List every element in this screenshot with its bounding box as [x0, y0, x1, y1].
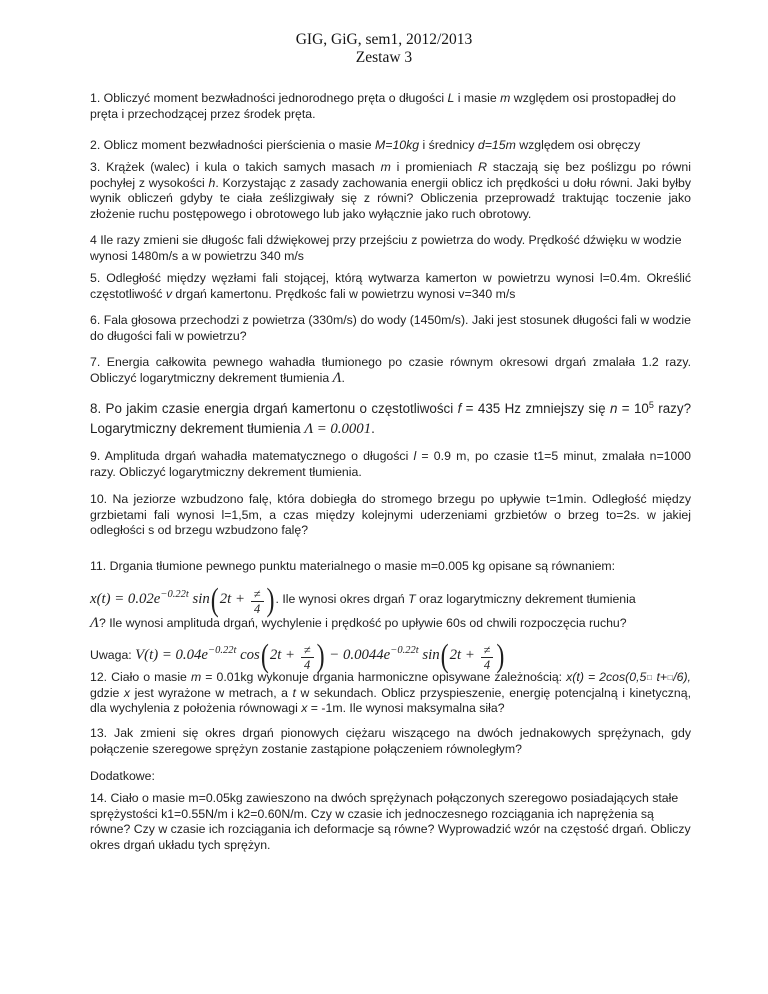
text-run: = 435 Hz zmniejszy się [461, 401, 610, 416]
text-run: i średnicy [419, 138, 478, 152]
text-run: −0.22t [390, 645, 419, 656]
text-run: 2t + [269, 647, 299, 663]
text-run: razy? Logarytmiczny dekrement tłumienia [90, 401, 692, 436]
problem-5 [90, 271, 691, 302]
text-run: gdzie [90, 685, 124, 700]
text-run: oraz logarytmiczny dekrement tłumienia [415, 592, 636, 606]
problem-1 [90, 91, 691, 122]
text-run: względem osi prostopadłej do pręta i przechodzącej przez środek pręta. [90, 91, 676, 121]
text-run: ) [496, 639, 505, 675]
problem-9 [90, 449, 691, 480]
fraction-denominator: 4 [304, 658, 311, 672]
fraction [301, 643, 314, 673]
text-run: x [301, 701, 308, 716]
text-run: 2t + [219, 591, 249, 607]
fraction-numerator: ≠ [481, 643, 494, 658]
problem-3 [90, 160, 691, 222]
fraction-numerator: ≠ [301, 643, 314, 658]
text-run: m [190, 670, 202, 684]
text-run: t+ [652, 670, 668, 684]
problem-13: 13. Jak zmieni się okres drgań pionowych ciężaru wiszącego na dwóch jednakowych sprężynach, gdy połączenie szeregowe sprężyn zostanie zastąpione połączeniem równoległym? [90, 726, 691, 756]
problem-6: 6. Fala głosowa przechodzi z powietrza (330m/s) do wody (1450m/s). Jaki jest stosunek długości fali w wodzie do długości fali w powietrzu? [90, 313, 691, 343]
text-run: ( [440, 639, 449, 675]
problem-11-note-formula [90, 633, 691, 673]
text-run: 7. Energia całkowita pewnego wahadła tłumionego po czasie równym okresowi drgań zmalała 1.2 razy. Obliczyć logarytmiczny dekrement tłumienia [90, 355, 691, 385]
text-run: ( [210, 583, 219, 619]
text-run: 3. Krążek (walec) i kula o takich samych masach [90, 160, 381, 174]
text-run: L [447, 91, 455, 105]
problem-12 [90, 670, 691, 717]
text-run: − 0.0044e [325, 647, 391, 663]
text-run: ) [316, 639, 325, 675]
text-run: sin [418, 647, 440, 663]
text-run: t [292, 685, 296, 700]
text-run: 9. Amplituda drgań wahadła matematycznego o długości [90, 449, 414, 463]
text-run: drgań kamertonu. Prędkośc fali w powietrzu wynosi v=340 m/s [172, 286, 516, 301]
text-run: 12. Ciało o masie [90, 670, 191, 684]
text-run: v [165, 286, 173, 301]
text-run: i masie [454, 91, 501, 105]
text-run: ( [260, 639, 269, 675]
text-run: R [478, 160, 487, 174]
text-run: staczają się bez poślizgu po równi pochyłej z wysokości [90, 160, 691, 190]
text-run: = 0.01kg wykonuje drgania harmoniczne opisywane zależnością: [201, 670, 567, 684]
text-run: □ [646, 673, 653, 682]
text-run: 8. Po jakim czasie energia drgań kamertonu o częstotliwości [90, 401, 458, 416]
text-run: 5 [648, 400, 654, 410]
problem-14: 14. Ciało o masie m=0.05kg zawieszono na dwóch sprężynach połączonych szeregowo posiadających stałe sprężystości k1=0.55N/m i k2=0.60N/m. Czy w czasie ich jednoczesnego rozciągania ich naprężenia są równe? Czy w czasie ich rozciągania ich deformacje są równe? Wyprowadzić wzór na częstość drgań. Obliczy okres drgań układu tych sprężyn. [90, 791, 691, 852]
text-run: m [500, 91, 511, 105]
text-run: Λ [90, 615, 99, 631]
problem-10: 10. Na jeziorze wzbudzono falę, która dobiegła do stromego brzegu po upływie t=1min. Odległość między grzbietami fali wynosi l=1,5m, a czas między kolejnymi uderzeniami grzbietów o brzeg to=2s. w jakiej odległości s od brzegu wzbudzono falę? [90, 492, 691, 538]
fraction-denominator: 4 [483, 658, 491, 672]
text-run: n [609, 401, 618, 416]
text-run: −0.22t [160, 589, 189, 600]
text-run: względem osi obręczy [515, 138, 641, 152]
text-run: . Korzystając z zasady zachowania energii oblicz ich prędkości u dołu równi. Jaki byłby wynik obliczeń gdyby te ciała ześlizgiwały się z równi? Obliczenia przeprowadź traktując toczenie jako złożenie ruchu postępowego i obrotowego lub jako wyłącznie jako ruch obrotowy. [90, 175, 691, 221]
text-run: 2. Oblicz moment bezwładności pierścienia o masie [90, 138, 376, 152]
text-run: cos [236, 647, 260, 663]
text-run: m [380, 160, 391, 174]
text-run: . [371, 420, 375, 436]
text-run: V(t) = 0.04e [135, 647, 208, 663]
text-run: T [408, 592, 416, 606]
text-run: 5. Odległość między węzłami fali stojącej, którą wytwarza kamerton w powietrzu wynosi l=0.4m. Określić częstotliwość [90, 271, 691, 301]
text-run: l [413, 449, 417, 463]
problem-8 [90, 396, 691, 439]
document-title [0, 31, 768, 67]
text-run: i promieniach [390, 160, 479, 174]
text-run: . Ile wynosi okres drgań [275, 592, 409, 606]
extras-label: Dodatkowe: [90, 769, 155, 783]
text-run: Uwaga: [90, 648, 136, 662]
problem-7 [90, 355, 691, 386]
fraction [481, 643, 494, 673]
text-run: x [123, 685, 131, 700]
fraction [251, 587, 264, 617]
text-run: ) [266, 583, 275, 619]
text-run: jest wyrażone w metrach, a [130, 685, 293, 700]
text-run: ? Ile wynosi amplituda drgań, wychylenie i prędkość po upływie 60s od chwili rozpoczęcia ruchu? [98, 616, 627, 630]
text-run: w sekundach. Oblicz przyspieszenie, energię potencjalną i kinetyczną, dla wychylenia z położenia równowagi [90, 685, 691, 716]
text-run: d=15m [477, 138, 516, 152]
problem-4: 4 Ile razy zmieni sie długośc fali dźwiękowej przy przejściu z powietrza do wody. Prędkość dźwięku w wodzie wynosi 1480m/s a w powietrzu 340 m/s [90, 233, 682, 263]
text-run: M=10kg [375, 138, 420, 152]
text-run: sin [188, 591, 210, 607]
text-run: h [208, 175, 216, 190]
text-run: 1. Obliczyć moment bezwładności jednorodnego pręta o długości [90, 91, 448, 105]
text-run: □ [667, 673, 674, 682]
problem-11-question [90, 616, 691, 632]
fraction-denominator: 4 [253, 602, 261, 616]
title-line-1: GIG, GiG, sem1, 2012/2013 [295, 31, 473, 48]
text-run: /6), [673, 670, 691, 684]
problem-2 [90, 138, 691, 154]
problem-11-heading: 11. Drgania tłumione pewnego punktu materialnego o masie m=0.005 kg opisane są równaniem: [90, 559, 616, 573]
text-run: = 10 [617, 401, 649, 416]
title-line-2: Zestaw 3 [355, 49, 413, 66]
fraction-numerator: ≠ [251, 587, 264, 602]
text-run: x(t) = 0.02e [90, 591, 161, 607]
problem-11-formula [90, 577, 691, 617]
text-run: f [457, 401, 462, 416]
text-run: x(t) = 2cos(0,5 [566, 670, 647, 684]
text-run: 2t + [449, 647, 479, 663]
text-run: . [341, 370, 345, 385]
text-run: −0.22t [207, 645, 237, 656]
text-run: Λ [332, 369, 342, 386]
text-run: Λ = 0.0001 [304, 420, 372, 437]
text-run: = 0.9 m, po czasie t1=5 minut, zmalała n=1000 razy. Obliczyć logarytmiczny dekrement tłumienia. [90, 449, 691, 479]
text-run: = -1m. Ile wynosi maksymalna siła? [307, 701, 505, 716]
